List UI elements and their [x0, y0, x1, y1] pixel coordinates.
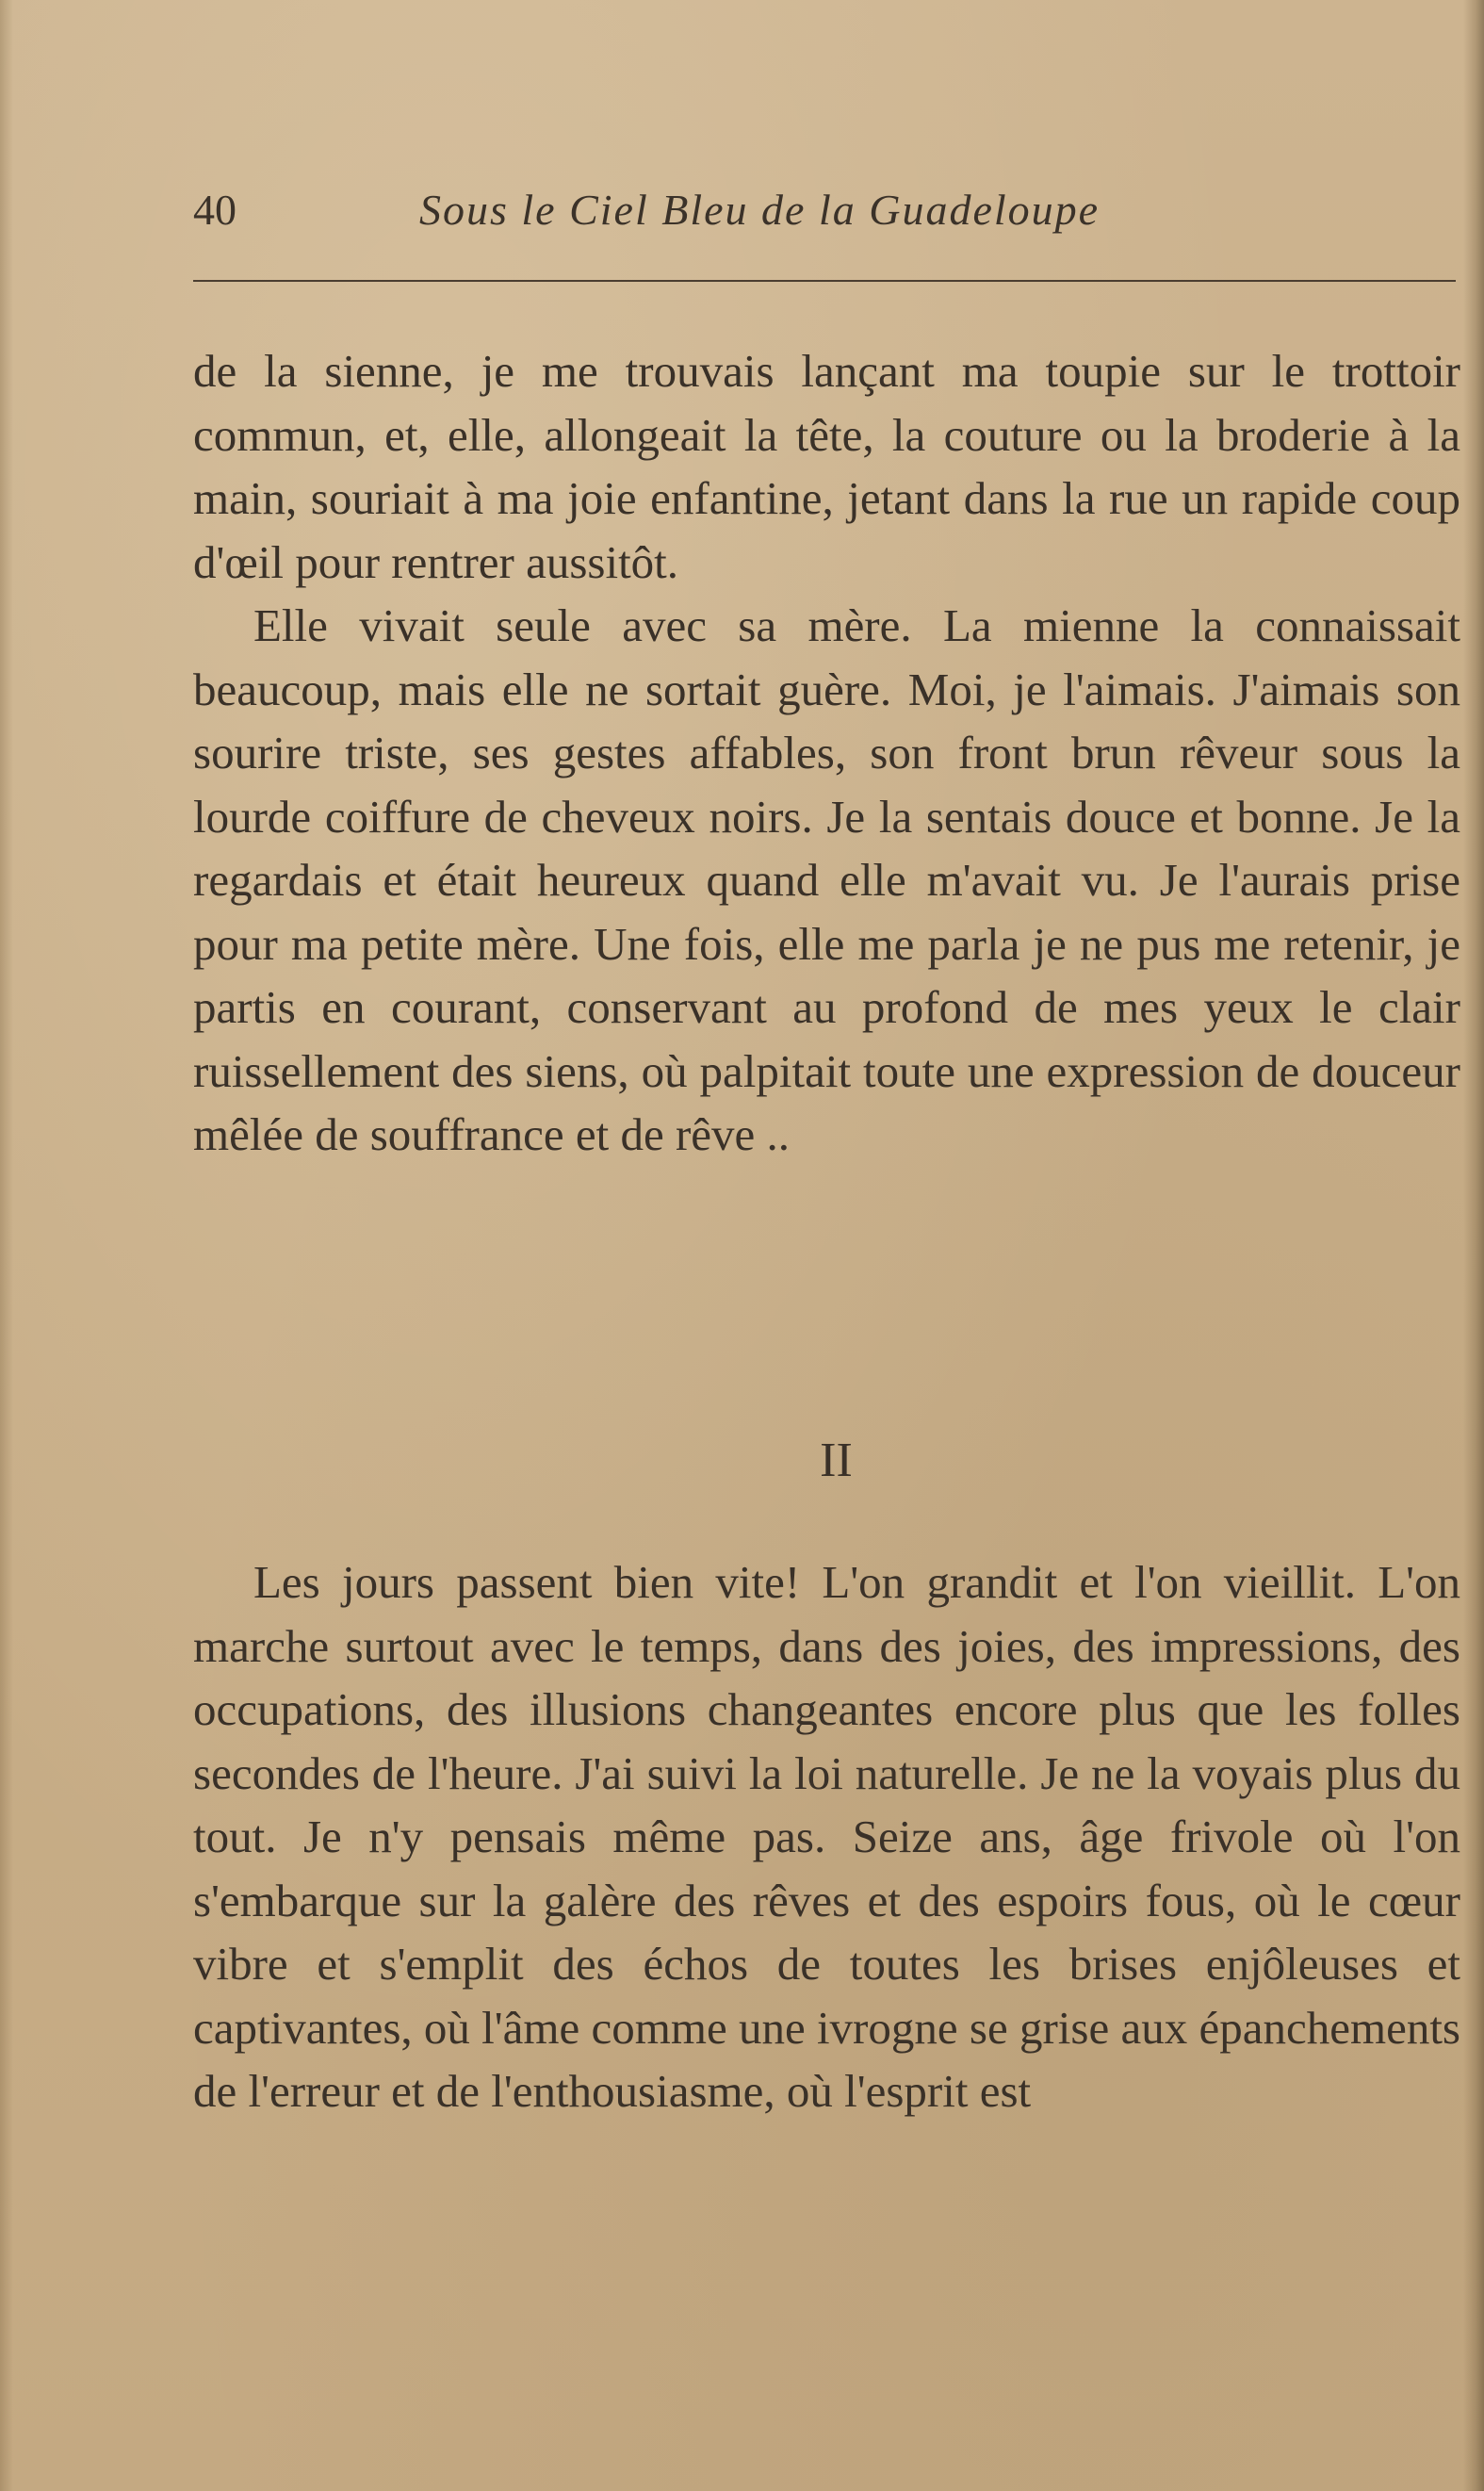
page-right-edge	[1463, 0, 1484, 2491]
text-block-top	[193, 339, 1460, 1167]
page-number: 40	[193, 186, 236, 234]
header-rule	[193, 280, 1456, 282]
paragraph: Les jours passent bien vite! L'on grandit et l'on vieillit. L'on marche surtout avec le temps, dans des joies, des impressions, des occupations, des illusions changeantes encore plus que les folles secondes de l'heure. J'ai suivi la loi naturelle. Je ne la voyais plus du tout. Je n'y pensais même pas. Seize ans, âge frivole où l'on s'embarque sur la galère des rêves et des espoirs fous, où le cœur vibre et s'emplit des échos de toutes les brises enjôleuses et captivantes, où l'âme comme une ivrogne se grise aux épanchements de l'erreur et de l'enthousiasme, où l'esprit est	[193, 1556, 1460, 2117]
page-left-shadow	[0, 0, 13, 2491]
paragraph: Elle vivait seule avec sa mère. La mienne la connaissait beaucoup, mais elle ne sortait guère. Moi, je l'aimais. J'aimais son sourire triste, ses gestes affables, son front brun rêveur sous la lourde coiffure de cheveux noirs. Je la sentais douce et bonne. Je la regardais et était heureux quand elle m'avait vu. Je l'aurais prise pour ma petite mère. Une fois, elle me parla je ne pus me retenir, je partis en courant, conservant au profond de mes yeux le clair ruissellement des siens, où palpitait toute une expression de douceur mêlée de souffrance et de rêve ..	[193, 599, 1460, 1160]
page-header	[193, 177, 1460, 243]
running-title: Sous le Ciel Bleu de la Guadeloupe	[419, 186, 1101, 234]
paragraph-continued: de la sienne, je me trouvais lançant ma toupie sur le trottoir commun, et, elle, allongeait la tête, la couture ou la broderie à la main, souriait à ma joie enfantine, jetant dans la rue un rapide coup d'œil pour rentrer aussitôt.	[193, 345, 1460, 588]
section-heading: II	[820, 1434, 853, 1487]
text-block-bottom	[193, 1550, 1460, 2123]
